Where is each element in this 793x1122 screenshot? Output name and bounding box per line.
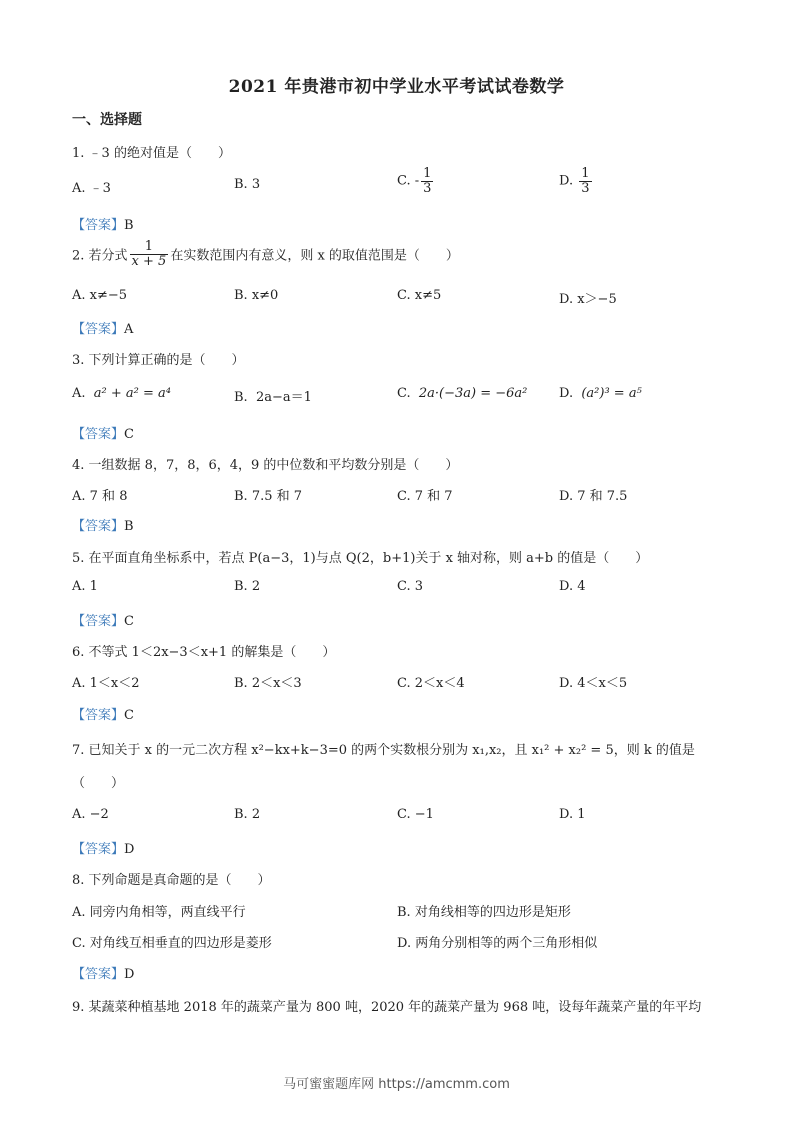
q7-option-c: C. −1 xyxy=(397,807,434,822)
q3-b-label: B. xyxy=(234,390,248,405)
q1-option-c xyxy=(397,167,435,195)
q3-a-label: A. xyxy=(72,386,86,401)
answer-tag: 【答案】 xyxy=(72,218,125,233)
q1-d-numerator: 1 xyxy=(581,166,590,181)
q6-option-d: D. 4＜x＜5 xyxy=(559,676,628,691)
q3-answer-value: C xyxy=(124,427,134,442)
q6-option-a: A. 1＜x＜2 xyxy=(72,676,140,691)
q3-option-a xyxy=(72,386,171,401)
q6-option-c: C. 2＜x＜4 xyxy=(397,676,465,691)
q4-option-d: D. 7 和 7.5 xyxy=(559,489,628,504)
q1-option-b: B. 3 xyxy=(234,177,261,192)
question-8-stem: 8. 下列命题是真命题的是（ ） xyxy=(72,873,271,888)
q5-option-c: C. 3 xyxy=(397,579,424,594)
question-7-stem: 7. 已知关于 x 的一元二次方程 x²−kx+k−3=0 的两个实数根分别为 x₁,x₂，且 x₁² + x₂² = 5，则 k 的值是 xyxy=(72,743,695,758)
q3-d-label: D. xyxy=(559,386,574,401)
q1-answer xyxy=(72,214,134,233)
q1-option-d-fraction xyxy=(579,167,591,195)
q6-answer-value: C xyxy=(124,708,134,723)
q2-stem-post: 在实数范围内有意义，则 x 的取值范围是（ ） xyxy=(170,248,459,264)
q3-a-expression: a² + a² = a⁴ xyxy=(93,386,171,401)
q3-option-d xyxy=(559,386,642,401)
page-title: 2021 年贵港市初中学业水平考试试卷数学 xyxy=(228,77,565,97)
q5-answer-value: C xyxy=(124,614,134,629)
answer-tag: 【答案】 xyxy=(72,967,125,982)
q3-c-label: C. xyxy=(397,386,411,401)
q4-option-c: C. 7 和 7 xyxy=(397,489,453,504)
answer-tag: 【答案】 xyxy=(72,322,125,337)
answer-tag: 【答案】 xyxy=(72,708,125,723)
q2-numerator: 1 xyxy=(130,240,169,255)
q1-c-numerator: 1 xyxy=(423,166,432,181)
q3-answer xyxy=(72,423,134,442)
q1-option-c-prefix: C. - xyxy=(397,173,420,189)
q1-answer-value: B xyxy=(124,218,134,233)
q1-d-denominator: 3 xyxy=(581,180,590,196)
question-7-stem-cont: （ ） xyxy=(72,776,125,791)
question-4-stem: 4. 一组数据 8，7，8，6，4，9 的中位数和平均数分别是（ ） xyxy=(72,458,459,473)
q4-option-b: B. 7.5 和 7 xyxy=(234,489,303,504)
q3-d-expression: (a²)³ = a⁵ xyxy=(581,386,642,401)
q8-answer xyxy=(72,963,134,982)
q2-option-b: B. x≠0 xyxy=(234,288,279,303)
answer-tag: 【答案】 xyxy=(72,519,125,534)
q4-option-a: A. 7 和 8 xyxy=(72,489,128,504)
q2-stem-pre: 2. 若分式 xyxy=(72,248,128,264)
section-heading: 一、选择题 xyxy=(72,112,142,128)
q5-option-a: A. 1 xyxy=(72,579,98,594)
q1-option-d xyxy=(559,167,594,195)
q3-c-expression: 2a·(−3a) = −6a² xyxy=(418,386,528,401)
q2-answer xyxy=(72,318,133,337)
q3-option-b xyxy=(234,386,312,405)
q2-option-d: D. x＞−5 xyxy=(559,292,617,307)
q7-option-d: D. 1 xyxy=(559,807,586,822)
answer-tag: 【答案】 xyxy=(72,427,125,442)
question-9-stem: 9. 某蔬菜种植基地 2018 年的蔬菜产量为 800 吨，2020 年的蔬菜产量为 968 吨，设每年蔬菜产量的年平均 xyxy=(72,1000,702,1015)
q8-option-a: A. 同旁内角相等，两直线平行 xyxy=(72,905,246,920)
q2-denominator: x + 5 xyxy=(131,253,167,269)
q3-b-expression: 2a−a＝1 xyxy=(255,390,312,405)
q2-fraction xyxy=(130,240,169,268)
q7-option-a: A. −2 xyxy=(72,807,109,822)
q5-answer xyxy=(72,610,134,629)
q1-option-d-prefix: D. xyxy=(559,173,578,189)
page-footer: 马可蜜蜜题库网 https://amcmm.com xyxy=(283,1077,510,1092)
answer-tag: 【答案】 xyxy=(72,842,125,857)
q1-option-c-fraction xyxy=(421,167,433,195)
q7-answer-value: D xyxy=(124,842,135,857)
q8-answer-value: D xyxy=(124,967,135,982)
question-3-stem: 3. 下列计算正确的是（ ） xyxy=(72,353,245,368)
q2-option-c: C. x≠5 xyxy=(397,288,442,303)
q6-answer xyxy=(72,704,134,723)
q5-option-d: D. 4 xyxy=(559,579,586,594)
question-2-stem xyxy=(72,240,459,268)
q8-option-d: D. 两角分别相等的两个三角形相似 xyxy=(397,936,598,951)
q3-option-c xyxy=(397,386,527,401)
q8-option-b: B. 对角线相等的四边形是矩形 xyxy=(397,905,571,920)
question-5-stem: 5. 在平面直角坐标系中，若点 P(a−3，1)与点 Q(2，b+1)关于 x 轴对称，则 a+b 的值是（ ） xyxy=(72,551,649,566)
q1-c-denominator: 3 xyxy=(423,180,432,196)
q8-option-c: C. 对角线互相垂直的四边形是菱形 xyxy=(72,936,272,951)
q4-answer-value: B xyxy=(124,519,134,534)
q1-option-a: A. ﹣3 xyxy=(72,181,111,196)
q2-option-a: A. x≠−5 xyxy=(72,288,128,303)
q5-option-b: B. 2 xyxy=(234,579,261,594)
q7-option-b: B. 2 xyxy=(234,807,261,822)
q2-answer-value: A xyxy=(124,322,134,337)
question-6-stem: 6. 不等式 1＜2x−3＜x+1 的解集是（ ） xyxy=(72,645,336,660)
question-1-stem: 1. ﹣3 的绝对值是（ ） xyxy=(72,146,231,161)
q4-answer xyxy=(72,515,134,534)
answer-tag: 【答案】 xyxy=(72,614,125,629)
q6-option-b: B. 2＜x＜3 xyxy=(234,676,302,691)
q7-answer xyxy=(72,838,134,857)
